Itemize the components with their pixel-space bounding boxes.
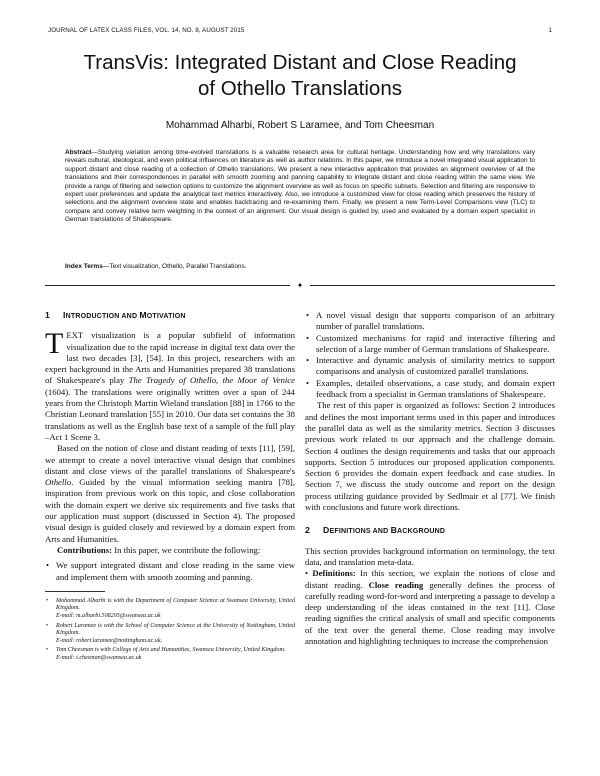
right-column	[305, 310, 555, 647]
list-item: • Interactive and dynamic analysis of similarity metrics to support comparisons and analysis of customized parallel translations.	[306, 355, 555, 377]
footnote-item: • Tom Cheesman is with College of Arts and Humanities, Swansea University, United Kingdom. E-mail: t.chesman@swansea.ac.uk	[46, 647, 286, 661]
footnote-rule	[45, 591, 105, 592]
section-2-number: 2	[305, 525, 311, 536]
footnotes	[45, 598, 295, 663]
paper-title	[40, 50, 560, 102]
footnote-item: • Mohammad Alharbi is with the Department of Computer Science at Swansea University, United Kingdom. E-mail: m.alharbi.508205@swansea.ac.uk	[46, 597, 295, 620]
left-column	[45, 310, 295, 665]
section-2-intro: This section provides background information on terminology, the text data, and translation meta-data.	[305, 545, 555, 567]
contributions-paragraph: Contributions: In this paper, we contribute the following:	[57, 544, 261, 555]
contribution-list-right	[305, 310, 555, 400]
intro-paragraph-2: Based on the notion of close and distant reading of texts [11], [59], we attempt to create a novel interactive visual design that combines distant and close views of the parallel translations of Shakespeare's Othello. Guided by the visual information seeking mantra [78], inspiration from previous work on this topic, and close collaboration with the domain expert we derive six requirements and five tasks that our application must support (discussed in Section 4). The proposed visual design is guided closely and reviewed by a domain expert from Arts and Humanities.	[45, 443, 295, 544]
definitions-paragraph: • Definitions: In this section, we explain the notions of close and distant reading. Close reading generally defines the process of carefully reading word-for-word and interpreting a passage to develop a deep understanding of the ideas contained in the text [11]. Close reading signifies the critical analysis of small and specific components of the text over the general theme. Close reading may involve annotation and highlighting techniques to increase the comprehension	[305, 568, 556, 647]
journal-name: JOURNAL OF LATEX CLASS FILES, VOL. 14, NO. 8, AUGUST 2015	[48, 27, 245, 34]
abstract-label: Abstract	[65, 149, 92, 156]
section-1-heading: 1 INTRODUCTION AND MOTIVATION	[45, 310, 186, 320]
author-list: Mohammad Alharbi, Robert S Laramee, and Tom Cheesman	[165, 120, 435, 131]
section-2-heading: 2 DEFINITIONS AND BACKGROUND	[305, 525, 446, 536]
list-item: • A novel visual design that supports comparison of an arbitrary number of parallel translations.	[306, 310, 555, 332]
section-1-number: 1	[45, 310, 51, 320]
index-terms-label: Index Terms	[65, 263, 103, 270]
abstract	[65, 149, 535, 225]
footnote-item: • Robert Laramee is with the School of Computer Science at the University of Nottingham, United Kingdom. E-mail: robert.laramee@nottingham.ac.uk.	[46, 622, 295, 644]
running-head	[48, 27, 552, 34]
page-number: 1	[548, 27, 552, 34]
index-terms	[65, 263, 535, 270]
contribution-list-left	[45, 560, 295, 583]
index-terms-text: —Text visualization, Othello, Parallel Translations.	[102, 263, 247, 270]
title-line-1: TransVis: Integrated Distant and Close Reading	[83, 51, 517, 74]
abstract-text: —Studying variation among time-evolved translations is a valuable research area for cultural heritage. Understanding how and why translations vary reveals cultural, ideological, and even political influences on literature as well as author relations. In this paper, we introduce a novel integrated visual application to support distant and close reading of a collection of Othello translations. We present a new interactive application that provides an alignment overview of all the translations and their correspondences in parallel with smooth zooming and panning capability to integrate distant and close reading within the same view. We provide a range of filtering and selection options to customize the alignment overview as well as focus on specific subsets. Selection and filtering are responsive to expert user preferences and update the analytical text metrics interactively. Also, we introduce a customized view for close reading which preserves the history of selections and the alignment overview state and enables backtracing and re-examining them. Finally, we present a new Term-Level Comparisons view (TLC) to compare and convey relative term weighting in the context of an alignment. Our visual design is guided by, used and evaluated by a domain expert specialist in German translations of Shakespeare.	[65, 149, 535, 224]
list-item: • We support integrated distant and close reading in the same view and implement them with smooth zooming and panning.	[46, 560, 295, 582]
drop-cap: T	[45, 327, 64, 361]
organization-paragraph: The rest of this paper is organized as follows: Section 2 introduces and defines the most important terms used in this paper and introduces the parallel data as well as the similarity metrics. Section 3 discusses previous work related to our approach and the challenge domain. Section 4 outlines the design requirements and tasks that our approach supports. Section 5 introduces our proposed application components. Section 6 provides the domain expert feedback and case studies. In Section 7, we discuss the study outcome and report on the design process utilizing guidance provided by Sedlmair et al [77]. We finish with conclusions and future work directions.	[305, 400, 555, 513]
title-line-2: of Othello Translations	[198, 77, 402, 100]
intro-paragraph-1: TEXT visualization is a popular subfield of information visualization due to the rapid increase in digital text data over the last two decades [3], [54]. In this project, researchers with an expert background in the Arts and Humanities prepared 38 translations of Shakespeare's play The Tragedy of Othello, the Moor of Venice (1604). The translations were originally written over a span of 244 years from the Christoph Martin Wieland translation [88] in 1766 to the Christian Leonard translation [55] in 2010. Our data set contains the 38 translations as well as the English base text of a sample of the full play –Act 1 Scene 3.	[45, 327, 295, 442]
divider-ornament: ✦	[296, 281, 304, 290]
divider-line-left	[45, 285, 290, 286]
list-item: • Customized mechanisms for rapid and interactive filtering and selection of a large number of German translations of Shakespeare.	[306, 332, 555, 354]
list-item: • Examples, detailed observations, a case study, and domain expert feedback from a specialist in German translations of Shakespeare.	[306, 377, 555, 400]
section-divider	[45, 281, 555, 291]
divider-line-right	[310, 285, 555, 286]
